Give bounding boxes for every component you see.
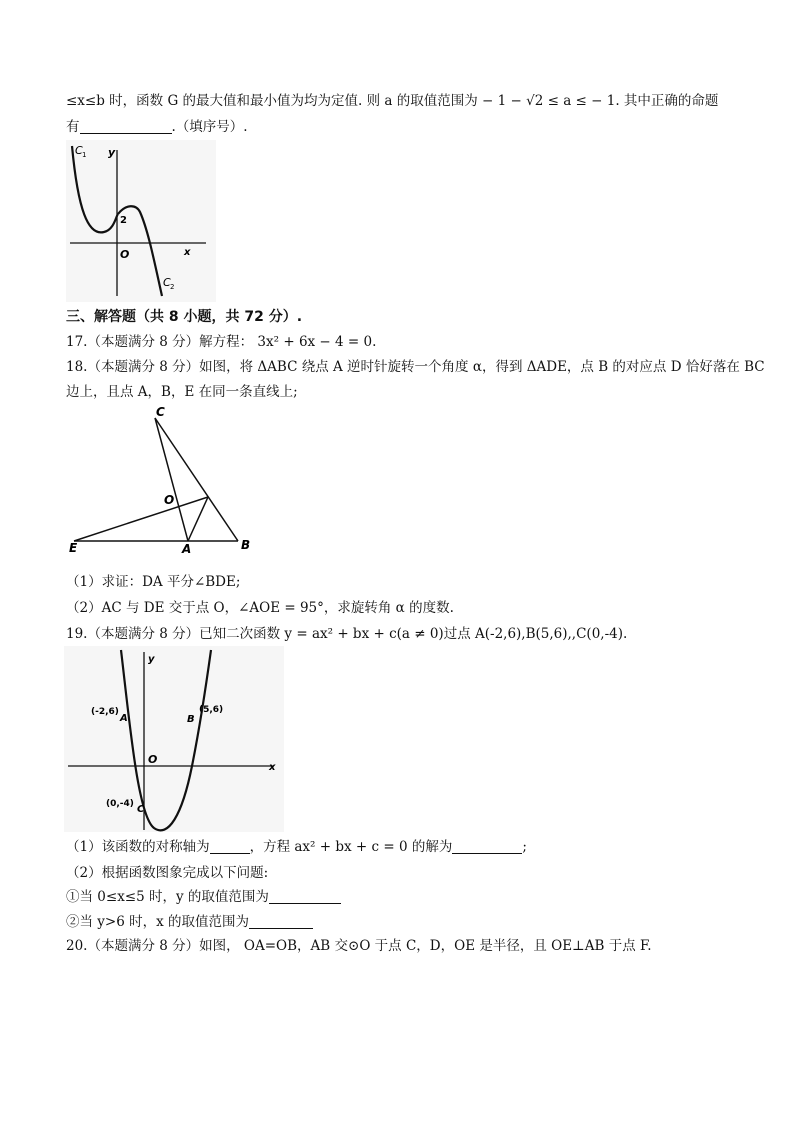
q19-sub1-pre: （1）该函数的对称轴为 [66,839,210,855]
q17-text: 17.（本题满分 8 分）解方程： 3x² + 6x − 4 = 0. [66,334,377,350]
q19-label-a-coord: (-2,6) [91,707,119,717]
q16-line2-post: .（填序号）. [171,119,248,135]
q16-line2 [66,118,248,136]
q19-label-x: x [269,762,276,773]
q16-line1: ≤x≤b 时，函数 G 的最大值和最小值为均为定值. 则 a 的取值范围为 − 1 − √2 ≤ a ≤ − 1. 其中正确的命题 [66,93,719,109]
q19-label-y: y [148,654,155,665]
q19-label-a: A [120,713,128,724]
q18-line-ad [188,497,208,541]
q19-sub2a-text: ①当 0≤x≤5 时，y 的取值范围为 [66,889,269,905]
q19-axis-blank[interactable] [210,839,250,854]
q16-figure [66,140,216,302]
q18-label-c: C [156,405,165,419]
q16-label-c2-sub: 2 [170,283,175,291]
q19-y-range-blank[interactable] [269,889,341,904]
q19-figure-background [64,646,284,832]
q19-sub2a [66,888,341,906]
q18-label-o: O [164,493,175,507]
q16-answer-blank[interactable] [80,119,172,134]
q16-line2-pre: 有 [66,119,80,135]
q19-sub2b [66,913,313,931]
q18-line2: 边上，且点 A，B，E 在同一条直线上; [66,384,298,400]
q19-label-b-coord: (5,6) [199,705,224,715]
q19-label-c: C [137,804,145,815]
q16-label-c2: C [163,276,171,289]
q18-label-e: E [69,541,78,554]
q19-line1: 19.（本题满分 8 分）已知二次函数 y = ax² + bx + c(a ≠ 0)过点 A(-2,6),B(5,6),,C(0,-4). [66,626,628,642]
q19-label-b: B [187,714,195,725]
q18-line-ed [74,497,208,541]
q19-sub2: （2）根据函数图象完成以下问题: [66,865,269,881]
q16-figure-background [66,140,216,302]
q16-label-c1-sub: 1 [82,151,87,159]
q19-solution-blank[interactable] [452,839,522,854]
q19-label-o: O [148,753,158,766]
q19-figure [64,646,284,832]
q19-label-c-coord: (0,-4) [106,799,134,809]
q16-label-y: y [108,146,116,159]
q20-text: 20.（本题满分 8 分）如图， OA=OB，AB 交⊙O 于点 C，D，OE 是半径，且 OE⊥AB 于点 F. [66,938,652,954]
section-title: 三、解答题（共 8 小题，共 72 分）. [66,309,303,325]
q18-sub1: （1）求证：DA 平分∠BDE; [66,574,241,590]
q18-sub2: （2）AC 与 DE 交于点 O，∠AOE = 95°，求旋转角 α 的度数. [66,600,454,616]
q18-line1: 18.（本题满分 8 分）如图，将 ΔABC 绕点 A 逆时针旋转一个角度 α，得到 ΔADE，点 B 的对应点 D 恰好落在 BC [66,359,765,375]
q18-label-a: A [182,542,192,554]
q16-label-x: x [184,247,191,258]
q19-sub1-end: ; [522,839,527,855]
q16-label-o: O [120,248,130,261]
q19-x-range-blank[interactable] [249,914,313,929]
q18-line-ca [155,418,188,541]
q16-label-2: 2 [120,215,127,226]
q18-figure [66,404,256,554]
q19-sub1 [66,838,527,856]
q19-sub2b-text: ②当 y>6 时，x 的取值范围为 [66,914,250,930]
q18-label-b: B [241,538,251,552]
q16-label-c1: C [75,144,83,157]
q19-sub1-mid: ，方程 ax² + bx + c = 0 的解为 [249,839,453,855]
